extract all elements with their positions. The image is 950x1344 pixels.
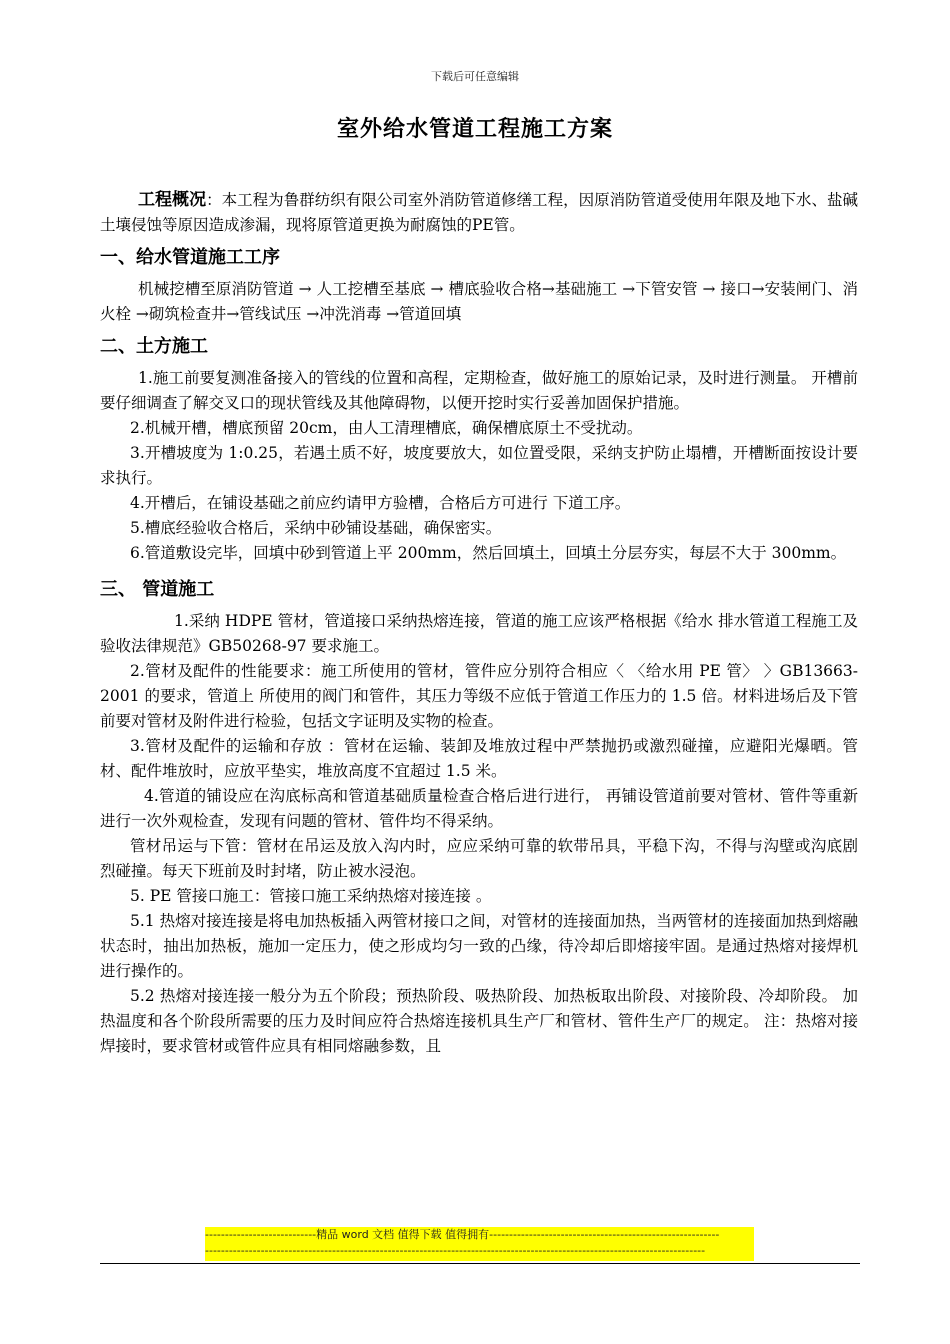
pipe-item: 5.2 热熔对接连接一般分为五个阶段；预热阶段、吸热阶段、加热板取出阶段、对接阶段、冷却阶段。 加热温度和各个阶段所需要的压力及时间应符合热熔连接机具生产厂和管材、管件生产厂的规定。 注：热熔对接焊接时，要求管材或管件应具有相同熔融参数，且	[100, 987, 858, 1055]
footer-banner	[205, 1227, 754, 1261]
earthwork-item: 5.槽底经验收合格后，采纳中砂铺设基础，确保密实。	[130, 519, 502, 537]
overview-paragraph	[100, 188, 858, 238]
section1-heading: 一、给水管道施工工序	[100, 247, 280, 268]
overview-label: 工程概况	[138, 190, 207, 210]
pipe-item: 5.1 热熔对接连接是将电加热板插入两管材接口之间，对管材的连接面加热，当两管材的连接面加热到熔融状态时，抽出加热板，施加一定压力，使之形成均匀一致的凸缘，待冷却后即熔接牢固。是通过热熔对接焊机进行操作的。	[100, 912, 858, 980]
earthwork-item: 6.管道敷设完毕，回填中砂到管道上平 200mm，然后回填土，回填土分层夯实，每层不大于 300mm。	[130, 544, 847, 562]
section2-heading: 二、土方施工	[100, 336, 208, 357]
pipe-item: 5. PE 管接口施工：管接口施工采纳热熔对接连接 。	[130, 887, 492, 905]
header-note: 下载后可任意编辑	[431, 70, 519, 83]
pipe-item: 管材吊运与下管：管材在吊运及放入沟内时，应应采纳可靠的软带吊具，平稳下沟，不得与沟壁或沟底剧烈碰撞。每天下班前及时封堵，防止被水浸泡。	[100, 837, 858, 880]
pipe-item: 3.管材及配件的运输和存放 ：管材在运输、装卸及堆放过程中严禁抛扔或激烈碰撞，应避阳光爆晒。管材、配件堆放时，应放平垫实，堆放高度不宜超过 1.5 米。	[100, 737, 858, 780]
document-body	[100, 188, 858, 1059]
footer-line-2: ------------------------------------------------------------------------------------------------------------------------------	[205, 1244, 706, 1257]
footer-divider	[100, 1263, 860, 1264]
earthwork-item: 3.开槽坡度为 1:0.25，若遇土质不好，坡度要放大，如位置受限，采纳支护防止塌槽，开槽断面按设计要求执行。	[100, 444, 858, 487]
section3-heading: 三、 管道施工	[100, 579, 215, 600]
earthwork-item: 2.机械开槽，槽底预留 20cm，由人工清理槽底，确保槽底原土不受扰动。	[130, 419, 643, 437]
overview-text: ：本工程为鲁群纺织有限公司室外消防管道修缮工程，因原消防管道受使用年限及地下水、盐碱土壤侵蚀等原因造成渗漏，现将原管道更换为耐腐蚀的PE管。	[100, 191, 858, 234]
pipe-item: 4.管道的铺设应在沟底标高和管道基础质量检查合格后进行进行， 再铺设管道前要对管材、管件等重新进行一次外观检查，发现有问题的管材、管件均不得采纳。	[100, 787, 858, 830]
footer-line-1: ----------------------------精品 word 文档 值得下载 值得拥有----------------------------------------------------------	[205, 1228, 720, 1241]
pipe-item: 2.管材及配件的性能要求：施工所使用的管材，管件应分别符合相应〈 〈给水用 PE 管〉 〉GB13663-2001 的要求，管道上 所使用的阀门和管件，其压力等级不应低于管道工作压力的 1.5 倍。材料进场后及下管前要对管材及附件进行检验，包括文字证明及实物的检查。	[100, 662, 858, 730]
document-title: 室外给水管道工程施工方案	[336, 117, 613, 142]
process-sequence: 机械挖槽至原消防管道 → 人工挖槽至基底 → 槽底验收合格→基础施工 →下管安管 → 接口→安装闸门、消火栓 →砌筑检查井→管线试压 →冲洗消毒 →管道回填	[100, 280, 858, 323]
earthwork-item: 1.施工前要复测准备接入的管线的位置和高程，定期检查，做好施工的原始记录，及时进行测量。 开槽前要仔细调查了解交叉口的现状管线及其他障碍物，以便开挖时实行妥善加固保护措施。	[100, 369, 858, 412]
earthwork-item: 4.开槽后，在铺设基础之前应约请甲方验槽，合格后方可进行 下道工序。	[130, 494, 631, 512]
pipe-item: 1.采纳 HDPE 管材，管道接口采纳热熔连接，管道的施工应该严格根据《给水 排水管道工程施工及验收法律规范》GB50268-97 要求施工。	[100, 612, 858, 655]
